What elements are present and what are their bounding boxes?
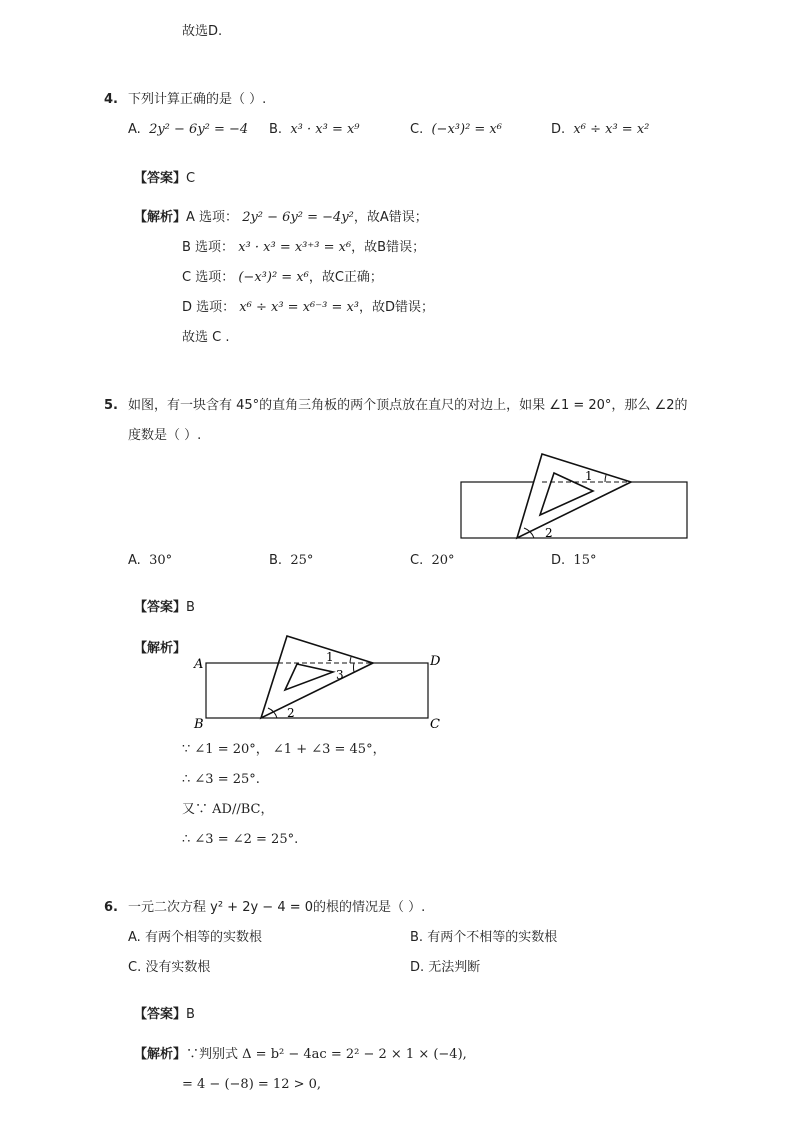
question-stem: 如图，有一块含有 45°的直角三角板的两个顶点放在直尺的对边上，如果 ∠1 = 20°，那么 ∠2的 bbox=[128, 398, 688, 413]
angle-label-2: 2 bbox=[545, 526, 553, 540]
answer-line bbox=[134, 599, 195, 617]
point-label-b: B bbox=[194, 717, 204, 732]
question-number: 6. bbox=[104, 900, 118, 915]
analysis-tail: ，故B错误； bbox=[351, 240, 426, 255]
point-label-d: D bbox=[430, 654, 441, 669]
answer-tag: 【答案】 bbox=[134, 1007, 187, 1022]
option-expr: (−x³)² = x⁶ bbox=[431, 122, 502, 137]
angle-label-3: 3 bbox=[336, 668, 344, 682]
option-value: 30° bbox=[149, 553, 173, 568]
option-c bbox=[410, 121, 502, 139]
question-stem: 下列计算正确的是（ ）. bbox=[128, 92, 267, 107]
analysis-tail: ，故C正确； bbox=[308, 270, 383, 285]
option-expr: 2y² − 6y² = −4 bbox=[149, 122, 249, 137]
set-square-outer bbox=[517, 454, 631, 538]
answer-tag: 【答案】 bbox=[134, 171, 187, 186]
option-a bbox=[128, 121, 248, 139]
option-d bbox=[410, 959, 480, 977]
analysis-prefix: B 选项： bbox=[182, 240, 235, 255]
option-a bbox=[128, 552, 172, 570]
option-value: 25° bbox=[290, 553, 314, 568]
option-b bbox=[269, 121, 360, 139]
angle-arc-3 bbox=[353, 663, 354, 672]
question-number: 4. bbox=[104, 92, 118, 107]
labeled-figure bbox=[188, 632, 452, 734]
option-d bbox=[551, 121, 649, 139]
analysis-tag: 【解析】 bbox=[134, 1047, 187, 1062]
option-label: D. bbox=[410, 960, 425, 975]
answer-line bbox=[134, 170, 195, 188]
analysis-prefix: C 选项： bbox=[182, 270, 235, 285]
option-text: 有两个相等的实数根 bbox=[144, 930, 262, 945]
answer-tag: 【答案】 bbox=[134, 600, 187, 615]
analysis-conclusion: 故选 C . bbox=[182, 330, 230, 345]
option-label: B. bbox=[269, 553, 283, 568]
analysis-prefix: A 选项： bbox=[186, 210, 239, 225]
proof-step: 又∵ AD//BC， bbox=[182, 802, 274, 817]
analysis-expr: (−x³)² = x⁶ bbox=[238, 270, 309, 285]
analysis-expr: x³ · x³ = x³⁺³ = x⁶ bbox=[238, 240, 352, 255]
question-stem: 一元二次方程 y² + 2y − 4 = 0的根的情况是（ ）. bbox=[128, 900, 426, 915]
question-number: 5. bbox=[104, 398, 118, 413]
option-label: C. bbox=[128, 960, 142, 975]
conclusion-line: 故选D. bbox=[182, 24, 223, 39]
option-label: A. bbox=[128, 553, 141, 568]
option-a bbox=[128, 929, 262, 947]
option-expr: x³ · x³ = x⁹ bbox=[290, 122, 360, 137]
answer-line bbox=[134, 1006, 195, 1024]
answer-value: B bbox=[186, 1007, 195, 1022]
option-label: D. bbox=[551, 553, 566, 568]
option-b bbox=[410, 929, 557, 947]
angle-label-2: 2 bbox=[287, 706, 295, 720]
analysis-line bbox=[182, 239, 425, 257]
analysis-tail: ，故A错误； bbox=[353, 210, 428, 225]
option-label: A. bbox=[128, 122, 141, 137]
option-label: B. bbox=[410, 930, 424, 945]
analysis-expr: ∵判别式 Δ = b² − 4ac = 2² − 2 × 1 × (−4), bbox=[186, 1047, 467, 1062]
option-b bbox=[269, 552, 313, 570]
answer-value: C bbox=[186, 171, 196, 186]
option-text: 有两个不相等的实数根 bbox=[427, 930, 558, 945]
analysis-expr: 2y² − 6y² = −4y² bbox=[242, 210, 354, 225]
option-value: 20° bbox=[431, 553, 455, 568]
analysis-tag-text: 【解析】 bbox=[134, 641, 187, 656]
option-label: A. bbox=[128, 930, 141, 945]
option-text: 无法判断 bbox=[428, 960, 481, 975]
option-d bbox=[551, 552, 596, 570]
analysis-line: = 4 − (−8) = 12 > 0, bbox=[182, 1077, 322, 1092]
option-value: 15° bbox=[573, 553, 597, 568]
ruler-triangle-figure bbox=[455, 448, 695, 544]
option-c bbox=[410, 552, 455, 570]
option-text: 没有实数根 bbox=[145, 960, 211, 975]
analysis-expr: x⁶ ÷ x³ = x⁶⁻³ = x³ bbox=[239, 300, 360, 315]
option-label: C. bbox=[410, 553, 424, 568]
set-square-outer bbox=[261, 636, 373, 718]
analysis-tail: ，故D错误； bbox=[359, 300, 435, 315]
option-expr: x⁶ ÷ x³ = x² bbox=[573, 122, 650, 137]
analysis-line bbox=[134, 1046, 467, 1064]
option-label: C. bbox=[410, 122, 424, 137]
answer-value: B bbox=[186, 600, 195, 615]
analysis-line bbox=[182, 299, 434, 317]
analysis-line bbox=[182, 269, 383, 287]
point-label-c: C bbox=[430, 717, 440, 732]
point-label-a: A bbox=[194, 657, 204, 672]
analysis-tag bbox=[134, 640, 186, 658]
analysis-line bbox=[134, 209, 428, 227]
analysis-prefix: D 选项： bbox=[182, 300, 236, 315]
option-c bbox=[128, 959, 210, 977]
angle-label-1: 1 bbox=[326, 650, 334, 664]
proof-step: ∵ ∠1 = 20°， ∠1 + ∠3 = 45°， bbox=[182, 742, 386, 757]
proof-step: ∴ ∠3 = ∠2 = 25°. bbox=[182, 832, 299, 847]
analysis-tag: 【解析】 bbox=[134, 210, 187, 225]
angle-label-1: 1 bbox=[585, 469, 593, 483]
option-label: D. bbox=[551, 122, 566, 137]
proof-step: ∴ ∠3 = 25°. bbox=[182, 772, 260, 787]
option-label: B. bbox=[269, 122, 283, 137]
question-stem-continued: 度数是（ ）. bbox=[128, 428, 202, 443]
